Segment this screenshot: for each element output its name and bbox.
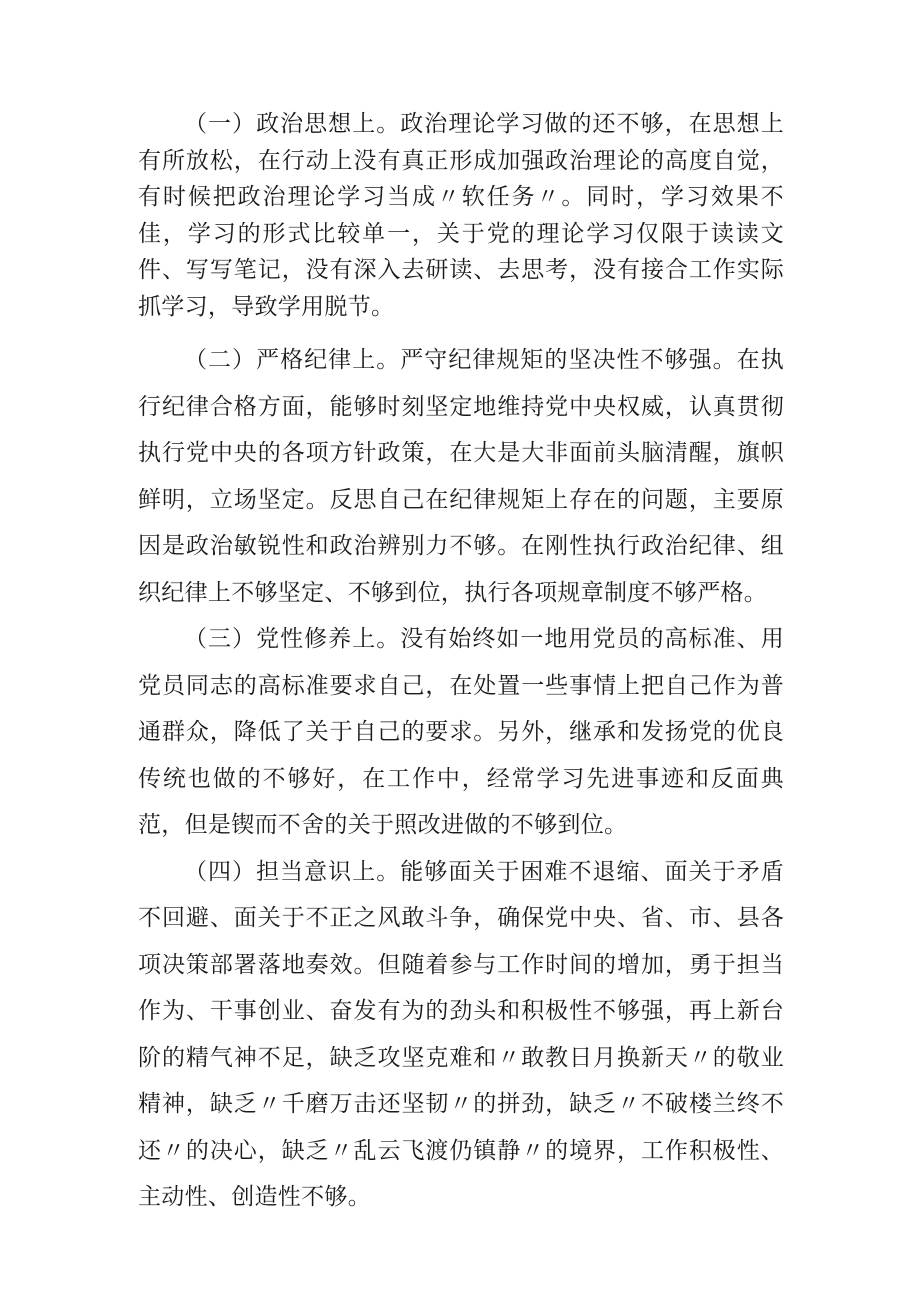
document-page <box>138 106 784 1221</box>
paragraph-party-spirit: （三）党性修养上。没有始终如一地用党员的高标准、用党员同志的高标准要求自己，在处置一些事情上把自己作为普通群众，降低了关于自己的要求。另外，继承和发扬党的优良传统也做的不够好，在工作中，经常学习先进事迹和反面典范，但是锲而不舍的关于照改进做的不够到位。 <box>138 626 784 838</box>
paragraph-political-thought: （一）政治思想上。政治理论学习做的还不够，在思想上有所放松，在行动上没有真正形成加强政治理论的高度自觉，有时候把政治理论学习当成〃软任务〃。同时，学习效果不佳，学习的形式比较单一，关于党的理论学习仅限于读读文件、写写笔记，没有深入去研读、去思考，没有接合工作实际抓学习，导致学用脱节。 <box>138 111 784 320</box>
paragraph-strict-discipline: （二）严格纪律上。严守纪律规矩的坚决性不够强。在执行纪律合格方面，能够时刻坚定地维持党中央权威，认真贯彻执行党中央的各项方针政策，在大是大非面前头脑清醒，旗帜鲜明，立场坚定。反思自己在纪律规矩上存在的问题，主要原因是政治敏锐性和政治辨别力不够。在刚性执行政治纪律、组织纪律上不够坚定、不够到位，执行各项规章制度不够严格。 <box>138 347 784 606</box>
paragraph-responsibility: （四）担当意识上。能够面关于困难不退缩、面关于矛盾不回避、面关于不正之风敢斗争，确保党中央、省、市、县各项决策部署落地奏效。但随着参与工作时间的增加，勇于担当作为、干事创业、奋发有为的劲头和积极性不够强，再上新台阶的精气神不足，缺乏攻坚克难和〃敢教日月换新天〃的敬业精神，缺乏〃千磨万击还坚韧〃的拼劲，缺乏〃不破楼兰终不还〃的决心，缺乏〃乱云飞渡仍镇静〃的境界，工作积极性、主动性、创造性不够。 <box>138 858 784 1210</box>
